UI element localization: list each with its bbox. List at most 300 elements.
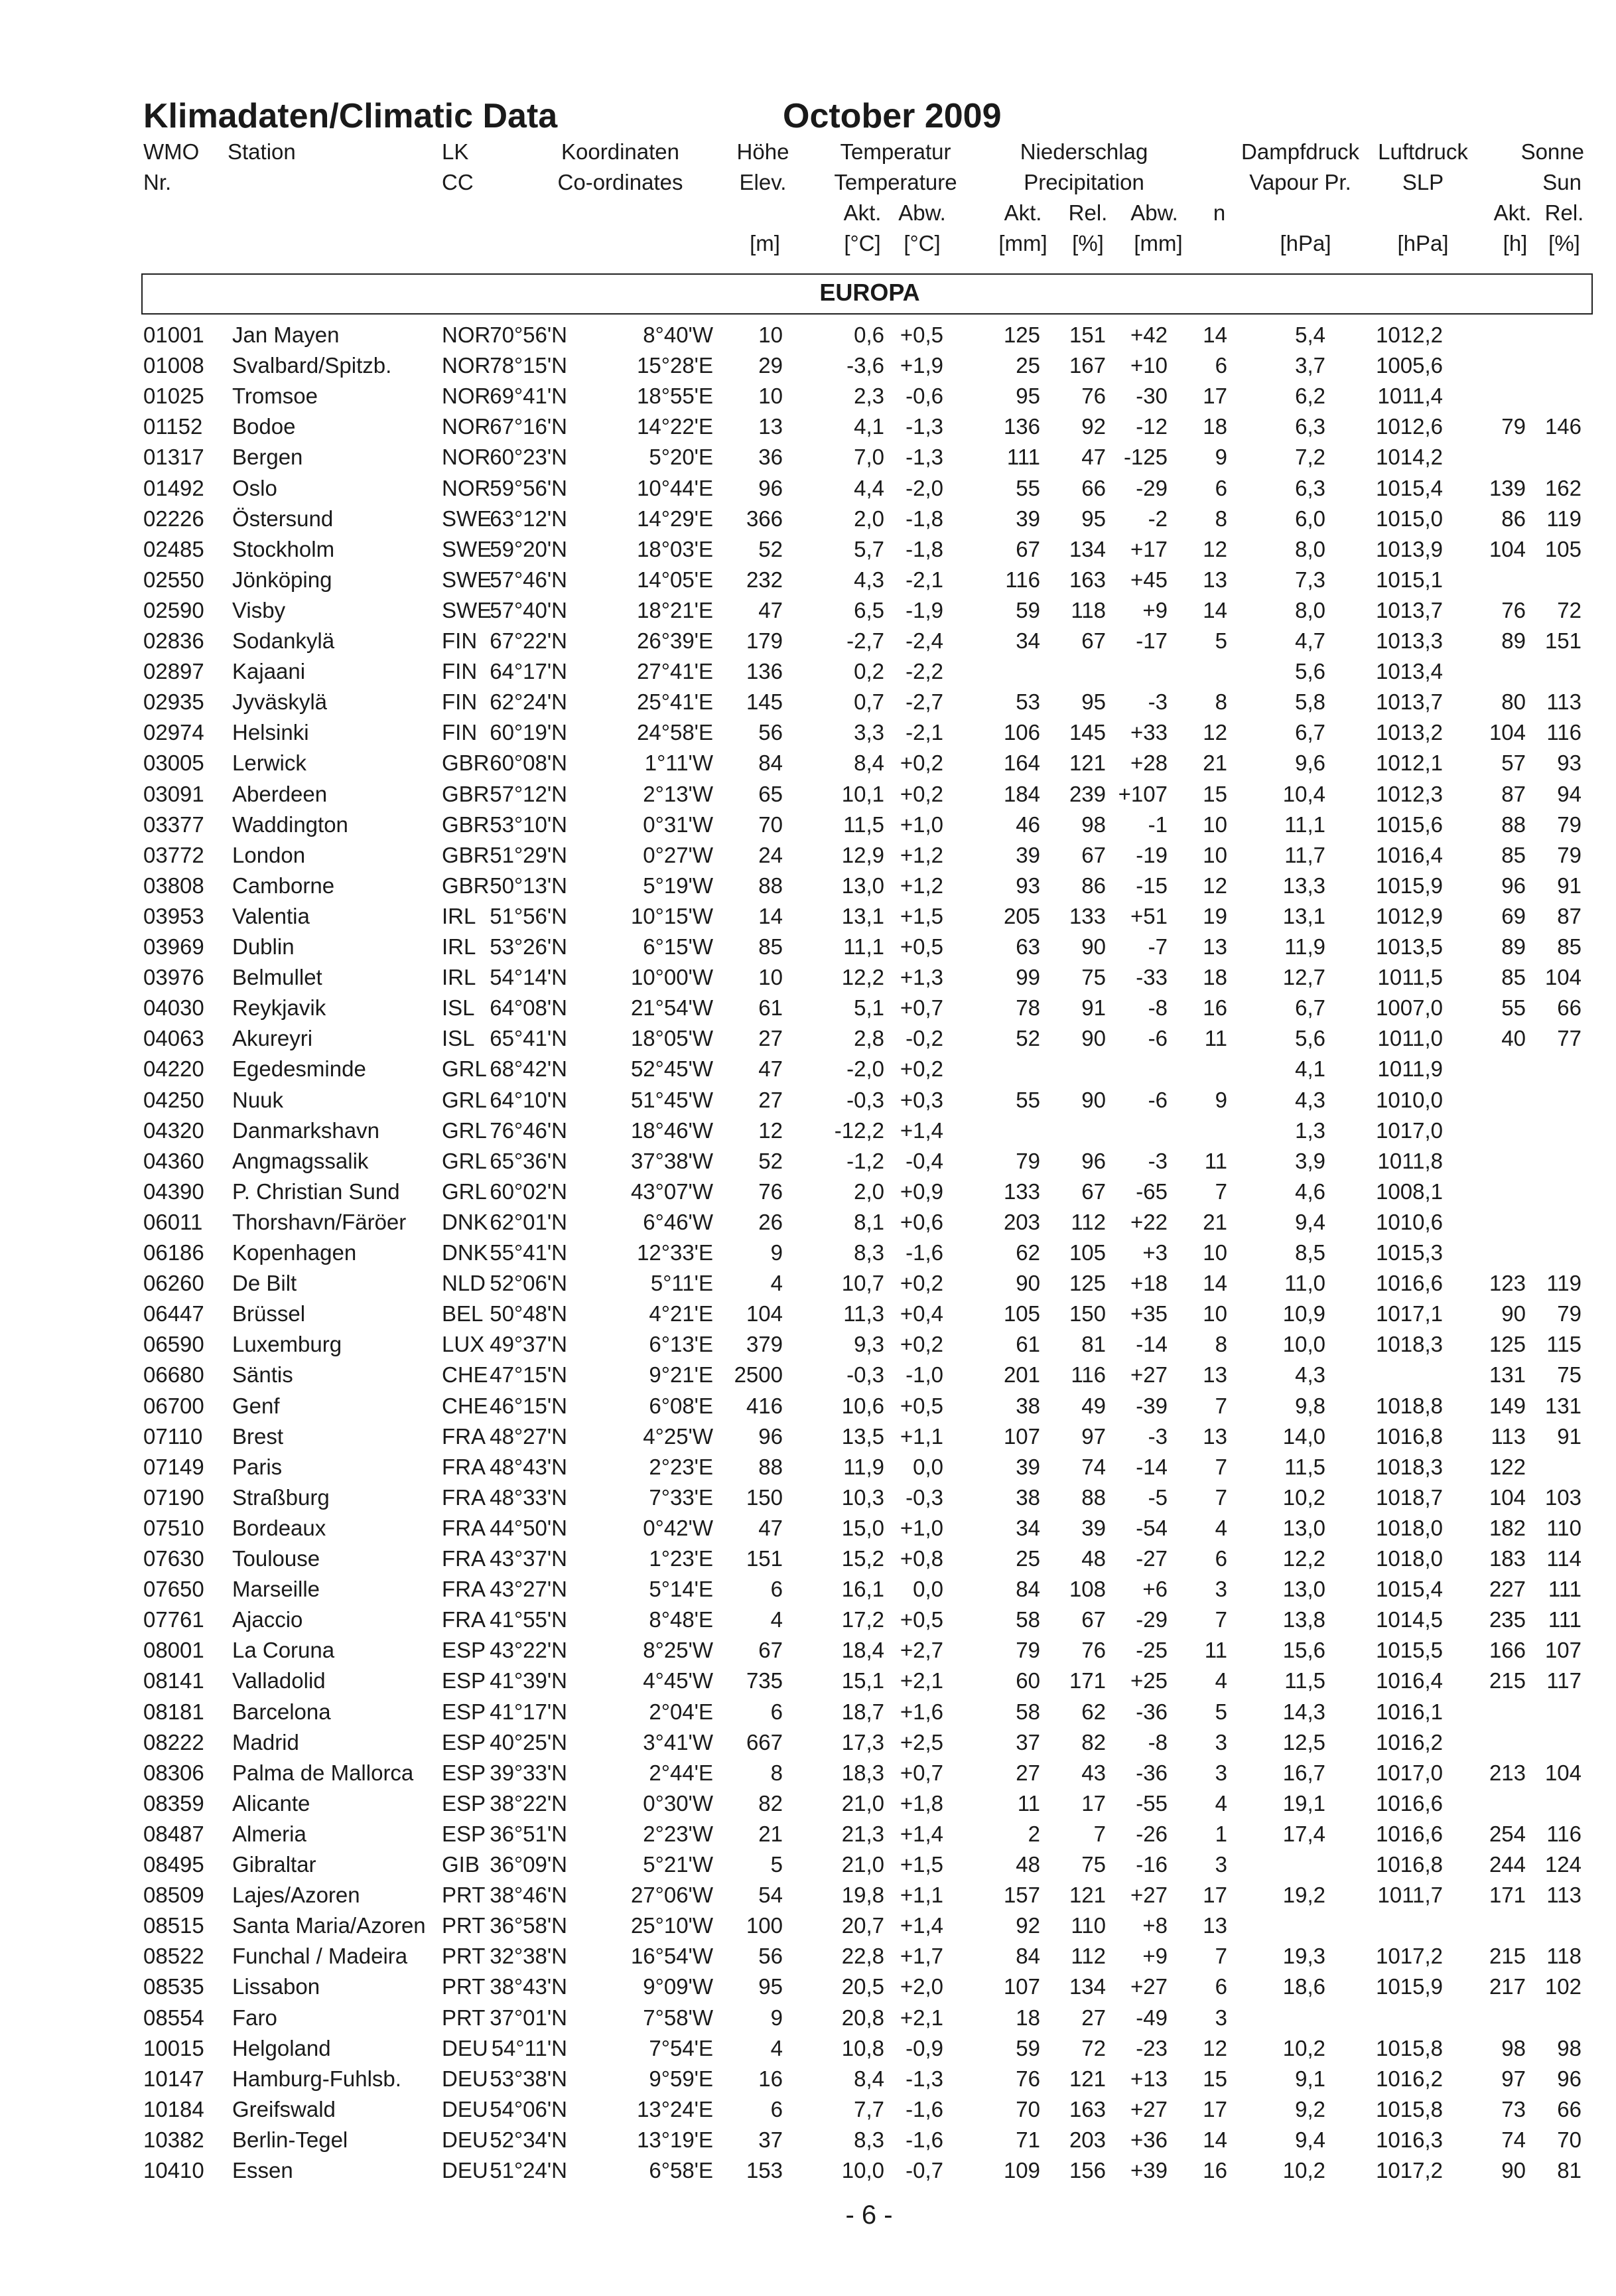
precip-n-cell: 17 <box>1203 1883 1227 1908</box>
temp-abw-cell: -2,0 <box>906 475 943 500</box>
precip-abw-cell: +9 <box>1142 597 1168 622</box>
temp-akt-cell: 7,0 <box>854 445 884 470</box>
slp-cell: 1015,9 <box>1376 873 1443 898</box>
precip-rel-cell: 163 <box>1069 567 1106 592</box>
wmo-nr-cell: 10410 <box>143 2158 204 2183</box>
longitude-cell: 6°46'W <box>643 1209 713 1234</box>
vapour-pr-cell: 9,1 <box>1295 2066 1325 2091</box>
section-title: EUROPA <box>819 279 920 306</box>
slp-cell: 1011,5 <box>1377 965 1443 990</box>
precip-akt-cell: 25 <box>1016 1546 1040 1571</box>
station-name-cell: Lerwick <box>232 751 306 776</box>
country-code-cell: FRA <box>442 1484 486 1510</box>
station-name-cell: Egedesminde <box>232 1056 366 1082</box>
precip-akt-cell: 84 <box>1016 1577 1040 1602</box>
precip-n-cell: 11 <box>1204 1148 1227 1173</box>
precip-n-cell: 13 <box>1203 1423 1227 1449</box>
longitude-cell: 14°29'E <box>637 506 713 531</box>
precip-rel-cell: 156 <box>1069 2158 1106 2183</box>
slp-cell: 1015,8 <box>1376 2035 1443 2060</box>
temp-abw-cell: +2,0 <box>900 1974 943 1999</box>
sun-akt-cell: 217 <box>1489 1974 1526 1999</box>
wmo-nr-cell: 06680 <box>143 1362 204 1388</box>
slp-cell: 1015,0 <box>1376 506 1443 531</box>
elevation-cell: 9 <box>770 1240 783 1265</box>
vapour-pr-cell: 3,7 <box>1295 353 1325 378</box>
elevation-cell: 56 <box>758 720 783 745</box>
table-row <box>0 1177 1616 1207</box>
temp-abw-cell: +1,4 <box>900 1821 943 1846</box>
latitude-cell: 53°26'N <box>490 934 567 959</box>
temp-akt-cell: 20,7 <box>841 1913 884 1938</box>
precip-abw-cell: -5 <box>1148 1484 1168 1510</box>
country-code-cell: GRL <box>442 1179 487 1204</box>
country-code-cell: GBR <box>442 842 490 867</box>
temp-abw-cell: +2,7 <box>900 1638 943 1663</box>
sun-akt-cell: 69 <box>1501 903 1526 928</box>
wmo-nr-cell: 08222 <box>143 1729 204 1755</box>
precip-rel-cell: 67 <box>1081 628 1106 653</box>
longitude-cell: 37°38'W <box>630 1148 713 1173</box>
sun-rel-cell: 91 <box>1557 1423 1582 1449</box>
precip-akt-cell: 48 <box>1016 1852 1040 1877</box>
station-name-cell: Straßburg <box>232 1484 330 1510</box>
latitude-cell: 41°39'N <box>490 1668 567 1693</box>
station-name-cell: Östersund <box>232 506 334 531</box>
vapour-pr-cell: 19,1 <box>1282 1790 1325 1816</box>
vapour-pr-cell: 7,2 <box>1295 445 1325 470</box>
col-sonne-label: Sonne <box>1520 139 1584 164</box>
table-row <box>0 1482 1616 1513</box>
elevation-cell: 232 <box>746 567 783 592</box>
table-row <box>0 350 1616 381</box>
precip-n-cell: 10 <box>1203 1240 1227 1265</box>
longitude-cell: 14°05'E <box>637 567 713 592</box>
latitude-cell: 36°09'N <box>490 1852 567 1877</box>
latitude-cell: 38°43'N <box>490 1974 567 1999</box>
vapour-pr-cell: 6,3 <box>1295 414 1325 439</box>
vapour-pr-cell: 10,2 <box>1282 1484 1325 1510</box>
table-row <box>0 2033 1616 2064</box>
temp-abw-cell: -0,7 <box>906 2158 943 2183</box>
temp-akt-cell: 8,3 <box>854 2127 884 2152</box>
temp-abw-cell: +1,2 <box>900 873 943 898</box>
precip-n-cell: 12 <box>1203 536 1227 561</box>
country-code-cell: ESP <box>442 1638 486 1663</box>
precip-rel-cell: 125 <box>1069 1271 1106 1296</box>
temp-abw-cell: +1,5 <box>900 1852 943 1877</box>
country-code-cell: GRL <box>442 1117 487 1143</box>
longitude-cell: 5°11'E <box>650 1271 713 1296</box>
temp-abw-cell: +1,7 <box>900 1944 943 1969</box>
temp-abw-cell: -0,2 <box>906 1026 943 1051</box>
precip-abw-cell: -3 <box>1148 1148 1168 1173</box>
vapour-pr-cell: 4,3 <box>1295 1362 1325 1388</box>
table-row <box>0 962 1616 993</box>
precip-n-cell: 7 <box>1215 1454 1227 1479</box>
precip-n-cell: 7 <box>1215 1607 1227 1632</box>
wmo-nr-cell: 06186 <box>143 1240 204 1265</box>
station-name-cell: Angmagssalik <box>232 1148 369 1173</box>
wmo-nr-cell: 08141 <box>143 1668 204 1693</box>
station-name-cell: Nuuk <box>232 1087 284 1112</box>
slp-cell: 1015,5 <box>1376 1638 1443 1663</box>
latitude-cell: 43°37'N <box>490 1546 567 1571</box>
slp-cell: 1017,2 <box>1376 1944 1443 1969</box>
longitude-cell: 5°20'E <box>649 445 713 470</box>
wmo-nr-cell: 10382 <box>143 2127 204 2152</box>
temp-abw-cell: -1,3 <box>906 414 943 439</box>
precip-rel-cell: 81 <box>1081 1332 1106 1357</box>
slp-cell: 1018,3 <box>1376 1454 1443 1479</box>
slp-cell: 1017,2 <box>1376 2158 1443 2183</box>
vapour-pr-cell: 12,2 <box>1282 1546 1325 1571</box>
latitude-cell: 60°02'N <box>490 1179 567 1204</box>
station-name-cell: Palma de Mallorca <box>232 1760 414 1785</box>
longitude-cell: 43°07'W <box>630 1179 713 1204</box>
wmo-nr-cell: 01025 <box>143 384 204 409</box>
precip-rel-cell: 108 <box>1069 1577 1106 1602</box>
vapour-pr-cell: 9,4 <box>1295 2127 1325 2152</box>
precip-n-cell: 3 <box>1215 1852 1227 1877</box>
station-name-cell: Valladolid <box>232 1668 326 1693</box>
sun-akt-cell: 73 <box>1501 2096 1526 2121</box>
slp-cell: 1016,6 <box>1376 1271 1443 1296</box>
vapour-pr-cell: 6,2 <box>1295 384 1325 409</box>
temp-akt-cell: -1,2 <box>846 1148 884 1173</box>
slp-cell: 1012,6 <box>1376 414 1443 439</box>
sun-rel-cell: 115 <box>1546 1332 1582 1357</box>
table-row <box>0 1635 1616 1666</box>
table-row <box>0 779 1616 810</box>
vapour-pr-cell: 14,3 <box>1282 1699 1325 1724</box>
station-name-cell: Dublin <box>232 934 295 959</box>
wmo-nr-cell: 02897 <box>143 659 204 684</box>
precip-akt-cell: 116 <box>1005 567 1040 592</box>
precip-abw-cell: -19 <box>1136 842 1168 867</box>
temp-akt-cell: 22,8 <box>841 1944 884 1969</box>
country-code-cell: PRT <box>442 2005 486 2030</box>
elevation-cell: 47 <box>758 1515 783 1540</box>
table-row <box>0 687 1616 717</box>
country-code-cell: ESP <box>442 1729 486 1755</box>
precip-akt-cell: 205 <box>1003 903 1040 928</box>
wmo-nr-cell: 08495 <box>143 1852 204 1877</box>
temp-akt-cell: -0,3 <box>846 1362 884 1388</box>
vapour-pr-cell: 16,7 <box>1282 1760 1325 1785</box>
sun-akt-cell: 122 <box>1489 1454 1526 1479</box>
latitude-cell: 54°11'N <box>491 2035 567 2060</box>
table-row <box>0 320 1616 350</box>
table-row <box>0 2064 1616 2094</box>
slp-cell: 1017,0 <box>1376 1760 1443 1785</box>
vapour-pr-cell: 8,0 <box>1295 536 1325 561</box>
latitude-cell: 78°15'N <box>490 353 567 378</box>
slp-cell: 1016,2 <box>1376 1729 1443 1755</box>
vapour-pr-cell: 4,1 <box>1295 1056 1325 1082</box>
elevation-cell: 96 <box>758 475 783 500</box>
precip-abw-cell: -3 <box>1148 689 1168 715</box>
col-dampfdruck-label: Dampfdruck <box>1241 139 1359 164</box>
latitude-cell: 52°34'N <box>490 2127 567 2152</box>
country-code-cell: GRL <box>442 1148 487 1173</box>
table-row <box>0 1543 1616 1574</box>
slp-cell: 1012,9 <box>1376 903 1443 928</box>
vapour-pr-cell: 11,0 <box>1284 1271 1325 1296</box>
wmo-nr-cell: 07650 <box>143 1577 204 1602</box>
latitude-cell: 43°22'N <box>490 1638 567 1663</box>
precip-akt-cell: 136 <box>1003 414 1040 439</box>
slp-cell: 1010,0 <box>1376 1087 1443 1112</box>
longitude-cell: 25°10'W <box>630 1913 713 1938</box>
col-lk-label: LK <box>442 139 469 164</box>
precip-n-cell: 8 <box>1215 1332 1227 1357</box>
precip-akt-cell: 107 <box>1003 1423 1040 1449</box>
longitude-cell: 9°09'W <box>643 1974 713 1999</box>
station-name-cell: Camborne <box>232 873 335 898</box>
precip-abw-cell: +27 <box>1130 1362 1168 1388</box>
precip-n-cell: 13 <box>1203 1913 1227 1938</box>
vapour-pr-cell: 5,4 <box>1295 323 1325 347</box>
longitude-cell: 7°33'E <box>649 1484 713 1510</box>
sun-rel-cell: 131 <box>1544 1393 1582 1418</box>
precip-rel-cell: 48 <box>1081 1546 1106 1571</box>
precip-abw-cell: -23 <box>1136 2035 1168 2060</box>
elevation-cell: 104 <box>746 1301 783 1327</box>
temp-akt-cell: 6,5 <box>854 597 884 622</box>
precip-n-cell: 18 <box>1203 414 1227 439</box>
wmo-nr-cell: 03953 <box>143 903 204 928</box>
precip-abw-cell: -1 <box>1148 812 1168 837</box>
elevation-cell: 4 <box>770 2035 783 2060</box>
station-name-cell: Berlin-Tegel <box>232 2127 348 2152</box>
station-name-cell: Brest <box>232 1423 284 1449</box>
sun-rel-cell: 111 <box>1548 1607 1582 1632</box>
table-row <box>0 871 1616 901</box>
temp-akt-cell: 7,7 <box>854 2096 884 2121</box>
station-name-cell: Genf <box>232 1393 280 1418</box>
precip-akt-cell: 106 <box>1003 720 1040 745</box>
table-row <box>0 1054 1616 1084</box>
sun-rel-cell: 116 <box>1546 720 1582 745</box>
vapour-pr-cell: 4,7 <box>1295 628 1325 653</box>
temp-akt-cell: 10,8 <box>841 2035 884 2060</box>
wmo-nr-cell: 02226 <box>143 506 204 531</box>
temp-abw-cell: +0,5 <box>900 1393 943 1418</box>
precip-rel-cell: 72 <box>1081 2035 1106 2060</box>
precip-abw-cell: -30 <box>1136 384 1168 409</box>
sun-akt-cell: 87 <box>1501 781 1526 806</box>
precip-rel-cell: 43 <box>1081 1760 1106 1785</box>
precip-akt-cell: 111 <box>1006 445 1040 470</box>
precip-abw-cell: -55 <box>1136 1790 1168 1816</box>
vapour-pr-cell: 18,6 <box>1282 1974 1325 1999</box>
slp-cell: 1013,2 <box>1376 720 1443 745</box>
wmo-nr-cell: 03377 <box>143 812 204 837</box>
col-cc-label: CC <box>442 170 474 194</box>
country-code-cell: FRA <box>442 1577 486 1602</box>
precip-rel-cell: 167 <box>1069 353 1106 378</box>
latitude-cell: 65°41'N <box>490 1026 567 1051</box>
precip-rel-cell: 133 <box>1069 903 1106 928</box>
table-row <box>0 1727 1616 1758</box>
temp-abw-cell: -1,6 <box>906 2096 943 2121</box>
table-row <box>0 2094 1616 2125</box>
country-code-cell: GIB <box>442 1852 480 1877</box>
wmo-nr-cell: 08306 <box>143 1760 204 1785</box>
longitude-cell: 1°11'W <box>644 751 713 776</box>
latitude-cell: 48°43'N <box>490 1454 567 1479</box>
precip-n-cell: 12 <box>1203 873 1227 898</box>
temp-abw-cell: +1,2 <box>900 842 943 867</box>
precip-akt-cell: 11 <box>1017 1790 1040 1816</box>
temp-abw-cell: -0,9 <box>906 2035 943 2060</box>
elevation-cell: 12 <box>758 1117 783 1143</box>
precip-rel-label: Rel. <box>1068 200 1108 225</box>
vapour-pr-cell: 5,6 <box>1295 1026 1325 1051</box>
sun-akt-cell: 57 <box>1501 751 1526 776</box>
precip-abw-cell: -12 <box>1136 414 1168 439</box>
table-row <box>0 1207 1616 1238</box>
elevation-cell: 735 <box>746 1668 783 1693</box>
country-code-cell: BEL <box>442 1301 484 1327</box>
precip-abw-cell: +39 <box>1130 2158 1168 2183</box>
latitude-cell: 60°23'N <box>490 445 567 470</box>
sun-rel-cell: 66 <box>1557 2096 1582 2121</box>
country-code-cell: FRA <box>442 1515 486 1540</box>
country-code-cell: ESP <box>442 1699 486 1724</box>
slp-cell: 1013,9 <box>1376 536 1443 561</box>
longitude-cell: 2°23'W <box>643 1821 713 1846</box>
sun-rel-cell: 113 <box>1546 1883 1582 1908</box>
country-code-cell: ISL <box>442 1026 475 1051</box>
precip-abw-cell: -25 <box>1136 1638 1168 1663</box>
country-code-cell: FRA <box>442 1423 486 1449</box>
precip-abw-cell: -29 <box>1136 1607 1168 1632</box>
slp-cell: 1018,7 <box>1376 1484 1443 1510</box>
temp-akt-cell: 13,1 <box>841 903 884 928</box>
wmo-nr-cell: 08359 <box>143 1790 204 1816</box>
table-row <box>0 932 1616 962</box>
country-code-cell: FIN <box>442 689 478 715</box>
elevation-cell: 6 <box>770 1699 783 1724</box>
latitude-cell: 40°25'N <box>490 1729 567 1755</box>
slp-cell: 1016,8 <box>1376 1423 1443 1449</box>
col-slp-label: SLP <box>1402 170 1444 194</box>
precip-akt-label: Akt. <box>1004 200 1042 225</box>
country-code-cell: PRT <box>442 1974 486 1999</box>
longitude-cell: 2°23'E <box>649 1454 713 1479</box>
longitude-cell: 6°13'E <box>649 1332 713 1357</box>
slp-cell: 1017,0 <box>1376 1117 1443 1143</box>
station-name-cell: Jönköping <box>232 567 332 592</box>
wmo-nr-cell: 01492 <box>143 475 204 500</box>
elevation-cell: 61 <box>758 995 783 1021</box>
country-code-cell: NOR <box>442 475 491 500</box>
longitude-cell: 27°41'E <box>637 659 713 684</box>
latitude-cell: 32°38'N <box>490 1944 567 1969</box>
elevation-cell: 47 <box>758 1056 783 1082</box>
latitude-cell: 55°41'N <box>490 1240 567 1265</box>
sun-rel-cell: 105 <box>1544 536 1582 561</box>
slp-cell: 1011,8 <box>1377 1148 1443 1173</box>
vapour-pr-cell: 10,9 <box>1282 1301 1325 1327</box>
precip-n-cell: 14 <box>1203 2127 1227 2152</box>
col-sun-label: Sun <box>1542 170 1582 194</box>
precip-abw-cell: +25 <box>1130 1668 1168 1693</box>
wmo-nr-cell: 04250 <box>143 1087 204 1112</box>
temp-akt-cell: 15,0 <box>841 1515 884 1540</box>
temp-akt-cell: 10,3 <box>841 1484 884 1510</box>
temp-akt-cell: 10,6 <box>841 1393 884 1418</box>
temp-akt-cell: 20,8 <box>841 2005 884 2030</box>
precip-n-cell: 17 <box>1203 384 1227 409</box>
elevation-cell: 5 <box>770 1852 783 1877</box>
longitude-cell: 7°54'E <box>649 2035 713 2060</box>
precip-abw-cell: +17 <box>1130 536 1168 561</box>
station-name-cell: P. Christian Sund <box>232 1179 400 1204</box>
elevation-cell: 47 <box>758 597 783 622</box>
precip-n-cell: 1 <box>1215 1821 1227 1846</box>
slp-cell: 1016,6 <box>1376 1790 1443 1816</box>
latitude-cell: 59°56'N <box>490 475 567 500</box>
latitude-cell: 60°19'N <box>490 720 567 745</box>
latitude-cell: 67°16'N <box>490 414 567 439</box>
elevation-cell: 56 <box>758 1944 783 1969</box>
precip-rel-cell: 171 <box>1069 1668 1106 1693</box>
precip-rel-cell: 17 <box>1081 1790 1106 1816</box>
precip-n-cell: 3 <box>1215 1760 1227 1785</box>
precip-n-cell: 6 <box>1215 475 1227 500</box>
precip-rel-cell: 203 <box>1069 2127 1106 2152</box>
precip-abw-cell: -2 <box>1148 506 1168 531</box>
precip-n-cell: 7 <box>1215 1484 1227 1510</box>
unit-temp-abw: [°C] <box>904 231 941 255</box>
precip-abw-cell: -39 <box>1136 1393 1168 1418</box>
elevation-cell: 100 <box>746 1913 783 1938</box>
sun-akt-cell: 89 <box>1501 934 1526 959</box>
slp-cell: 1013,5 <box>1376 934 1443 959</box>
temp-abw-cell: +0,9 <box>900 1179 943 1204</box>
precip-n-cell: 5 <box>1215 1699 1227 1724</box>
longitude-cell: 51°45'W <box>630 1087 713 1112</box>
slp-cell: 1016,4 <box>1376 842 1443 867</box>
temp-abw-label: Abw. <box>898 200 946 225</box>
precip-n-cell: 14 <box>1203 1271 1227 1296</box>
table-row <box>0 504 1616 534</box>
vapour-pr-cell: 11,5 <box>1284 1668 1325 1693</box>
slp-cell: 1011,4 <box>1377 384 1443 409</box>
country-code-cell: ESP <box>442 1821 486 1846</box>
slp-cell: 1015,8 <box>1376 2096 1443 2121</box>
sun-akt-cell: 104 <box>1489 536 1526 561</box>
table-row <box>0 1299 1616 1329</box>
sun-akt-cell: 149 <box>1489 1393 1526 1418</box>
precip-akt-cell: 60 <box>1016 1668 1040 1693</box>
vapour-pr-cell: 6,3 <box>1295 475 1325 500</box>
latitude-cell: 57°12'N <box>490 781 567 806</box>
temp-akt-cell: 11,3 <box>843 1301 884 1327</box>
slp-cell: 1008,1 <box>1376 1179 1443 1204</box>
country-code-cell: DEU <box>442 2066 488 2091</box>
precip-akt-cell: 55 <box>1016 1087 1040 1112</box>
station-name-cell: Lajes/Azoren <box>232 1883 360 1908</box>
vapour-pr-cell: 8,0 <box>1295 597 1325 622</box>
sun-akt-cell: 215 <box>1489 1668 1526 1693</box>
precip-abw-cell: -6 <box>1148 1026 1168 1051</box>
precip-akt-cell: 39 <box>1016 506 1040 531</box>
slp-cell: 1013,3 <box>1376 628 1443 653</box>
